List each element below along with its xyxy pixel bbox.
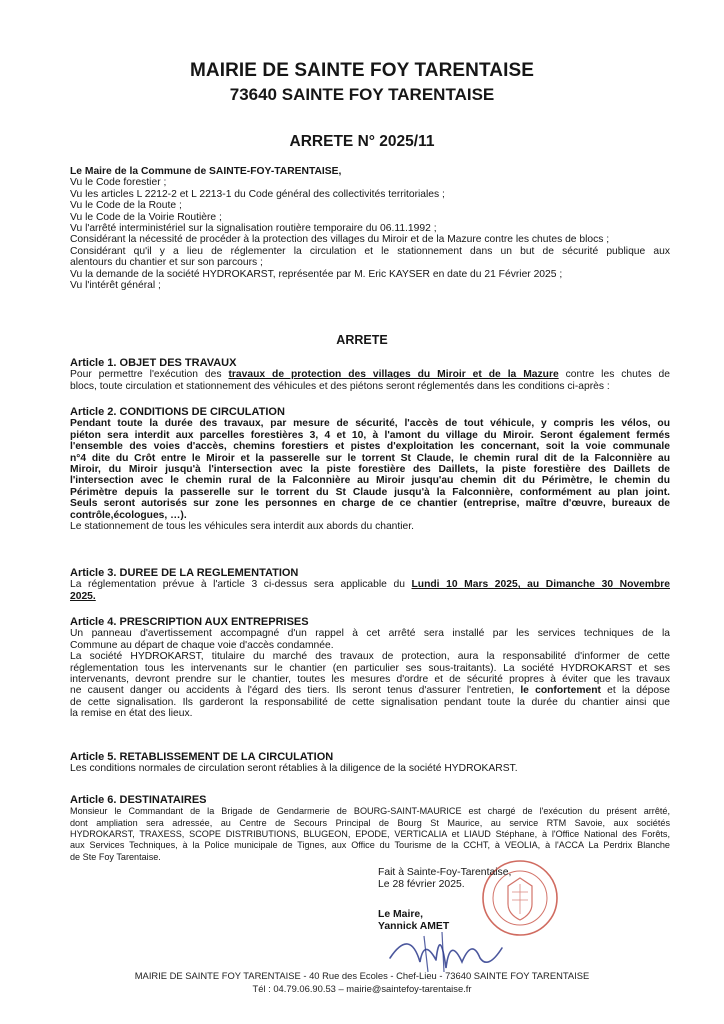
preamble-line: Vu la demande de la société HYDROKARST, représentée par M. Eric KAYSER en date du 21 Février 2025 ; bbox=[70, 268, 563, 280]
footer-contact: Tél : 04.79.06.90.53 – mairie@saintefoy-tarentaise.fr bbox=[252, 983, 472, 994]
handwritten-signature bbox=[380, 918, 510, 974]
signature-place: Fait à Sainte-Foy-Tarentaise, bbox=[378, 867, 512, 878]
article-1-text: contre les chutes de bbox=[558, 369, 670, 381]
article-2-line: n°4 dite du Crôt entre le Miroir et la passerelle sur le torrent St Claude, le chemin rural dit de la Falconnière au bbox=[70, 452, 670, 464]
article-6-line: dont ampliation sera adressée, au Centre de Secours Principal de Bourg St Maurice, au service RTM Savoie, aux sociétés bbox=[70, 817, 670, 828]
article-4-text: ne causent danger ou accidents à l'égard des tiers. Ils seront tenus d'assurer l'entretien, bbox=[70, 685, 521, 697]
article-6-title: Article 6. DESTINATAIRES bbox=[70, 794, 207, 806]
article-2-line: contrôle,écologues, …). bbox=[70, 509, 187, 521]
article-5-line: Les conditions normales de circulation seront rétablies à la diligence de la société HYDROKARST. bbox=[70, 763, 518, 775]
mairie-address-title: 73640 SAINTE FOY TARENTAISE bbox=[229, 85, 495, 104]
article-4-line: La société HYDROKARST, titulaire du marché des travaux de protection, aura la responsabilité d'informer de cette bbox=[70, 651, 670, 663]
article-6-line: Monsieur le Commandant de la Brigade de Gendarmerie de BOURG-SAINT-MAURICE est chargé de l'exécution du présent arrêté, bbox=[70, 806, 670, 817]
article-2-line: l'ensemble des voies d'accès, chemins forestiers et pistes d'exploitation les concernant, soit la voie communale bbox=[70, 441, 670, 453]
article-1 bbox=[70, 358, 670, 392]
article-1-title: Article 1. OBJET DES TRAVAUX bbox=[70, 357, 237, 369]
signature-date: Le 28 février 2025. bbox=[378, 878, 465, 890]
article-2-line: Périmètre depuis la passerelle sur le torrent du St Claude jusqu'à la Falconnière, conformément au plan joint. bbox=[70, 486, 670, 498]
arrete-number: ARRETE N° 2025/11 bbox=[289, 133, 435, 150]
article-4 bbox=[70, 617, 670, 720]
article-4-line: intervenants, devront prendre sur le chantier, toutes les mesures d'ordre et de sécurité propres à éviter que les travaux bbox=[70, 674, 670, 686]
preamble-intro: Le Maire de la Commune de SAINTE-FOY-TARENTAISE, bbox=[70, 166, 342, 177]
article-6-line: aux Services Techniques, à la Police municipale de Tignes, aux Office du Tourisme de la CCHT, à VEOLIA, à l'ACCA La Perdrix Blanche bbox=[70, 840, 670, 851]
article-3-line bbox=[70, 579, 670, 590]
signature-block bbox=[378, 867, 578, 890]
article-4-line bbox=[70, 685, 670, 696]
article-2-line: Le stationnement de tous les véhicules sera interdit aux abords du chantier. bbox=[70, 521, 415, 533]
preamble-line: Vu le Code de la Route ; bbox=[70, 200, 182, 212]
article-3-text: La réglementation prévue à l'article 3 ci-dessus sera applicable du bbox=[70, 579, 412, 591]
preamble-line: Vu les articles L 2212-2 et L 2213-1 du Code général des collectivités territoriales ; bbox=[70, 188, 445, 200]
article-3-year: 2025. bbox=[70, 590, 96, 602]
mairie-title: MAIRIE DE SAINTE FOY TARENTAISE bbox=[189, 60, 535, 81]
article-4-line: de cette signalisation. Ils garderont la responsabilité de cette signalisation pendant toute la durée du chantier ainsi que bbox=[70, 696, 670, 708]
article-2-line: Pendant toute la durée des travaux, par mesure de sécurité, l'accès de tout véhicule, y compris les vélos, ou bbox=[70, 418, 670, 430]
article-4-title: Article 4. PRESCRIPTION AUX ENTREPRISES bbox=[70, 616, 309, 628]
article-4-text: et la dépose bbox=[600, 685, 670, 697]
article-6-line: HYDROKARST, TRAXESS, SCOPE DISTRIBUTIONS, BLUGEON, EPODE, VERTICALIA et LIAUD Stéphane, à l'Office National des Forêts, bbox=[70, 829, 670, 839]
article-5-title: Article 5. RETABLISSEMENT DE LA CIRCULATION bbox=[70, 751, 334, 763]
preamble-line: Considérant qu'il y a lieu de réglementer la circulation et le stationnement dans un but de sécurité publique aux bbox=[70, 245, 670, 257]
article-2-title: Article 2. CONDITIONS DE CIRCULATION bbox=[70, 406, 285, 418]
article-2-line: piéton sera interdit aux parcelles forestières 3, 4 et 10, à l'amont du village du Miroir. Seront également fermés bbox=[70, 429, 670, 441]
preamble-line: Vu le Code forestier ; bbox=[70, 177, 167, 189]
article-3-dates: Lundi 10 Mars 2025, au Dimanche 30 Novembre bbox=[411, 579, 670, 591]
preamble-line: Vu l'arrêté interministériel sur la signalisation routière temporaire du 06.11.1992 ; bbox=[70, 223, 437, 235]
preamble bbox=[70, 166, 670, 291]
article-4-line: la remise en état des lieux. bbox=[70, 708, 193, 720]
article-2 bbox=[70, 407, 670, 532]
footer-address: MAIRIE DE SAINTE FOY TARENTAISE - 40 Rue des Ecoles - Chef-Lieu - 73640 SAINTE FOY TARENTAISE bbox=[134, 970, 590, 981]
article-3-title: Article 3. DUREE DE LA REGLEMENTATION bbox=[70, 567, 299, 579]
article-4-line: Un panneau d'avertissement accompagné d'un rappel à cet arrêté sera installé par les services techniques de la bbox=[70, 628, 670, 640]
preamble-line: Vu l'intérêt général ; bbox=[70, 280, 161, 292]
preamble-line: Vu le Code de la Voirie Routière ; bbox=[70, 211, 222, 223]
article-2-line: l'intersection avec le chemin rural de la Falconnière au Miroir jusqu'au chemin dit du Périmètre, le chemin du bbox=[70, 475, 670, 487]
article-1-line bbox=[70, 369, 670, 380]
signer-name: Yannick AMET bbox=[378, 920, 450, 932]
article-5 bbox=[70, 752, 670, 775]
preamble-line: Considérant la nécessité de procéder à la protection des villages du Miroir et de la Mazure contre les chutes de blocs ; bbox=[70, 234, 610, 246]
article-3 bbox=[70, 568, 670, 602]
article-2-line: Seuls seront autorisés sur zone les personnes en charge de ce chantier (entreprise, maître d'œuvre, bureaux de bbox=[70, 498, 670, 510]
article-4-line: Commune au départ de chaque voie d'accès condamnée. bbox=[70, 639, 334, 651]
article-4-bold: le confortement bbox=[520, 685, 601, 697]
signer-role: Le Maire, bbox=[378, 909, 424, 920]
article-4-line: réglementation tous les intervenants sur le chantier (en particulier ses sous-traitants). La société HYDROKARST et ses bbox=[70, 662, 670, 674]
article-1-line: blocs, toute circulation et stationnement des véhicules et des piétons seront réglementés dans les conditions ci-après : bbox=[70, 380, 610, 392]
article-2-line: Miroir, du Miroir jusqu'à l'intersection avec la piste forestière des Daillets, la piste forestière des Daillets de bbox=[70, 464, 670, 476]
preamble-line: alentours du chantier et sur son parcours ; bbox=[70, 257, 263, 269]
article-6-body bbox=[70, 806, 670, 862]
article-1-text: Pour permettre l'exécution des bbox=[70, 369, 229, 381]
article-6 bbox=[70, 795, 670, 863]
article-1-object: travaux de protection des villages du Miroir et de la Mazure bbox=[228, 369, 559, 381]
article-6-line: de Ste Foy Tarentaise. bbox=[70, 851, 161, 862]
section-title: ARRETE bbox=[336, 333, 388, 347]
